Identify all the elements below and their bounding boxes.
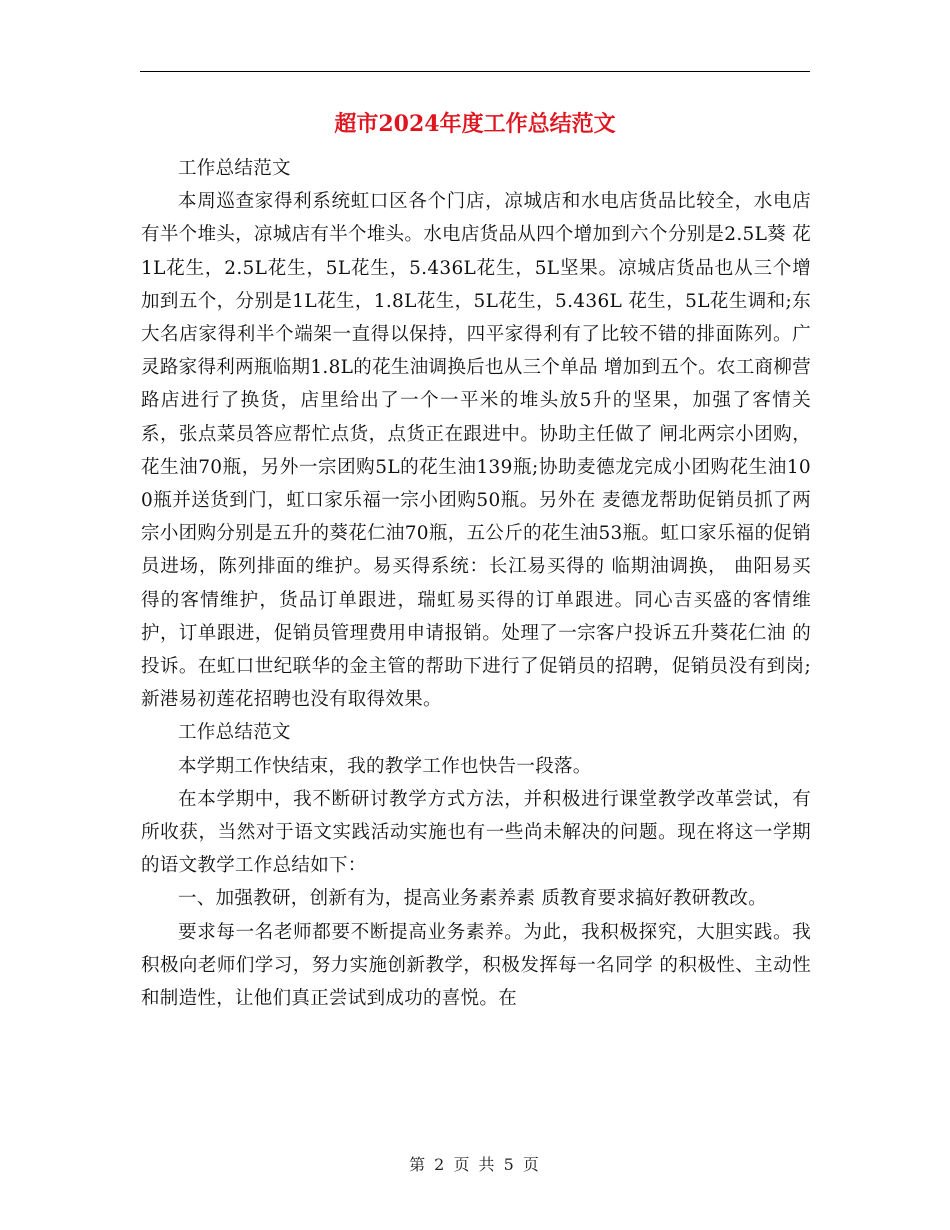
paragraph-heading-1: 工作总结范文 — [178, 158, 291, 179]
paragraph-store-report: 本周巡查家得利系统虹口区各个门店，凉城店和水电店货品比较全，水电店有半个堆头，凉城店有半个堆头。水电店货品从四个增加到六个分别是2.5L葵 花 1L花生，2.5L花生，5L花生，5.436L花生，5L坚果。凉城店货品也从三个增加到五个，分别是1L花生，1.8L花生，5L花生，5.436L 花生，5L花生调和;东大名店家得利半个端架一直得以保持，四平家得利有了比较不错的排面陈列。广灵路家得利两瓶临期1.8L的花生油调换后也从三个单品 增加到五个。农工商柳营路店进行了换货，店里给出了一个一平米的堆头放5升的坚果，加强了客情关系，张点菜员答应帮忙点货，点货正在跟进中。协助主任做了 闸北两宗小团购，花生油70瓶，另外一宗团购5L的花生油139瓶;协助麦德龙完成小团购花生油100瓶并送货到门，虹口家乐福一宗小团购50瓶。另外在 麦德龙帮助促销员抓了两宗小团购分别是五升的葵花仁油70瓶，五公斤的花生油53瓶。虹口家乐福的促销员进场，陈列排面的维护。易买得系统：长江易买得的 临期油调换， 曲阳易买得的客情维护，货品订单跟进，瑞虹易买得的订单跟进。同心吉买盛的客情维护，订单跟进，促销员管理费用申请报销。处理了一宗客户投诉五升葵花仁油 的投诉。在虹口世纪联华的金主管的帮助下进行了促销员的招聘，促销员没有到岗;新港易初莲花招聘也没有取得效果。 — [141, 191, 818, 711]
paragraph-semester-intro: 本学期工作快结束，我的教学工作也快告一段落。 — [178, 755, 592, 777]
document-title: 超市2024年度工作总结范文 — [334, 111, 616, 137]
document-body — [141, 152, 818, 1015]
paragraph-teaching-reform: 在本学期中，我不断研讨教学方式方法，并积极进行课堂教学改革尝试，有所收获，当然对于语文实践活动实施也有一些尚未解决的问题。现在将这一学期的语文教学工作总结如下： — [141, 788, 811, 877]
paragraph-teacher-requirements: 要求每一名老师都要不断提高业务素养。为此，我积极探究，大胆实践。我积极向老师们学习，努力实施创新教学，积极发挥每一名同学 的积极性、主动性和制造性，让他们真正尝试到成功的喜悦。在 — [141, 921, 811, 1010]
paragraph-section-one: 一、加强教研，创新有为，提高业务素养素 质教育要求搞好教研教改。 — [178, 888, 767, 910]
header-rule — [140, 71, 810, 72]
paragraph-heading-2: 工作总结范文 — [178, 722, 291, 744]
page-number: 第 2 页 共 5 页 — [409, 1155, 541, 1174]
